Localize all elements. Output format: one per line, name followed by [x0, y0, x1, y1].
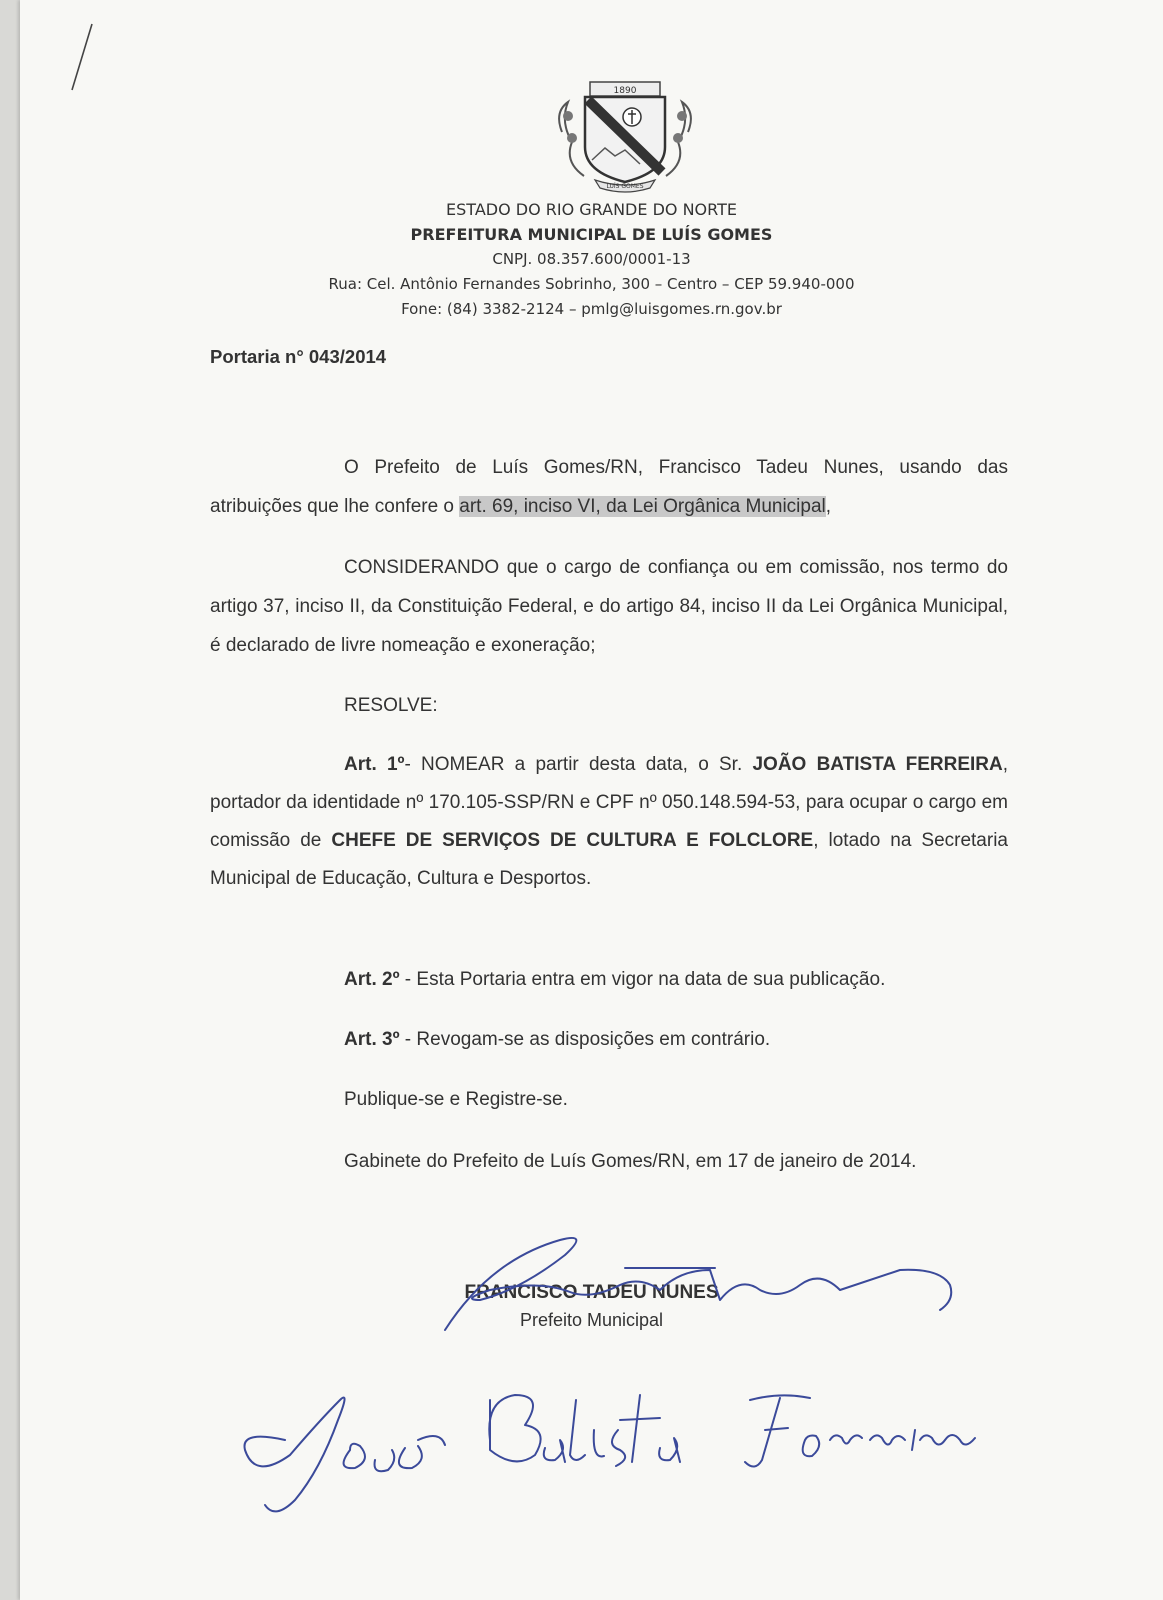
header-cnpj: CNPJ. 08.357.600/0001-13 — [492, 250, 691, 268]
crest-year: 1890 — [613, 86, 637, 96]
portaria-number: Portaria n° 043/2014 — [210, 346, 387, 367]
paragraph-publique — [210, 1080, 1008, 1119]
art1-position: CHEFE DE SERVIÇOS DE CULTURA E FOLCLORE — [331, 830, 814, 851]
paragraph-gabinete — [210, 1142, 1008, 1181]
header-address: Rua: Cel. Antônio Fernandes Sobrinho, 300 – Centro – CEP 59.940-000 — [328, 275, 855, 293]
header-phone: Fone: (84) 3382-2124 – pmlg@luisgomes.rn.gov.br — [401, 300, 782, 318]
municipal-crest-icon — [550, 72, 700, 197]
art1-text-c: , lotado na Secretaria Municipal de Educação, Cultura e Desportos. — [210, 830, 1008, 889]
publique-text: Publique-se e Registre-se. — [344, 1089, 568, 1110]
article-2 — [210, 960, 1008, 999]
document-page — [20, 0, 1163, 1600]
signatory-name: FRANCISCO TADEU NUNES — [464, 1282, 719, 1303]
art3-label: Art. 3º — [344, 1029, 400, 1050]
art1-appointee-name: JOÃO BATISTA FERREIRA — [752, 754, 1003, 775]
art1-text-b: , portador da identidade nº 170.105-SSP/RN e CPF nº 050.148.594-53, para ocupar o cargo em comissão de — [210, 754, 1009, 851]
header-state: ESTADO DO RIO GRANDE DO NORTE — [446, 200, 737, 219]
preamble-text: O Prefeito de Luís Gomes/RN, Francisco Tadeu Nunes, usando das atribuições que lhe confere o — [210, 457, 1008, 517]
art2-label: Art. 2º — [344, 969, 400, 990]
article-3 — [210, 1020, 1008, 1059]
art1-label: Art. 1º — [344, 754, 405, 775]
crest-scroll: LUÍS GOMES — [606, 183, 644, 190]
art3-text: - Revogam-se as disposições em contrário. — [399, 1029, 771, 1050]
art2-text: - Esta Portaria entra em vigor na data de sua publicação. — [399, 969, 886, 990]
preamble-end: , — [825, 496, 832, 517]
signatory-role: Prefeito Municipal — [519, 1310, 664, 1330]
header-prefeitura: PREFEITURA MUNICIPAL DE LUÍS GOMES — [410, 225, 773, 244]
article-1 — [210, 746, 1008, 898]
gabinete-text: Gabinete do Prefeito de Luís Gomes/RN, em 17 de janeiro de 2014. — [344, 1151, 917, 1172]
paragraph-preamble — [210, 448, 1008, 526]
resolve-text: RESOLVE: — [344, 695, 438, 716]
preamble-highlight: art. 69, inciso VI, da Lei Orgânica Municipal — [459, 496, 826, 517]
paragraph-resolve — [210, 686, 1008, 725]
considerando-text: CONSIDERANDO que o cargo de confiança ou em comissão, nos termo do artigo 37, inciso II, da Constituição Federal, e do artigo 84, inciso II da Lei Orgânica Municipal, é declarado de livre nomeação e exoneração; — [210, 557, 1008, 656]
art1-text-a: - NOMEAR a partir desta data, o Sr. — [404, 754, 753, 775]
paragraph-considerando — [210, 548, 1008, 665]
appointee-signature — [245, 1398, 345, 1512]
